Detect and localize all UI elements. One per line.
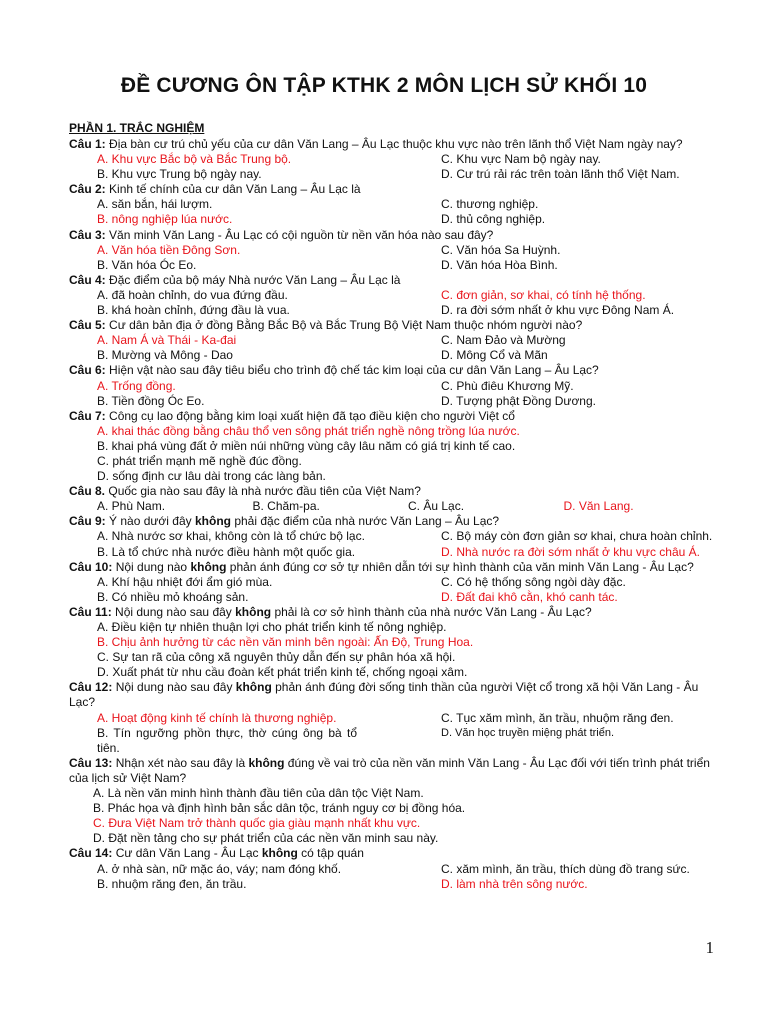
option-c: C. Bộ máy còn đơn giản sơ khai, chưa hoàn chỉnh.: [441, 529, 713, 544]
question-text: Địa bàn cư trú chủ yếu của cư dân Văn Lang – Âu Lạc thuộc khu vực nào trên lãnh thổ Việt Nam ngày nay?: [109, 137, 683, 151]
options: [97, 243, 719, 273]
option-d: D. Đặt nền tảng cho sự phát triển của các nền văn minh sau này.: [93, 831, 439, 846]
option-d: D. Văn hóa Hòa Bình.: [441, 257, 558, 272]
option-c: C. thương nghiệp.: [441, 197, 539, 212]
option-a: A. Khí hậu nhiệt đới ẩm gió mùa.: [97, 574, 273, 589]
options: [97, 711, 719, 756]
options: [97, 862, 719, 892]
option-c: C. Sự tan rã của công xã nguyên thủy dẫn đến sự phân hóa xã hội.: [97, 650, 456, 665]
question-text: Cư dân bản địa ở đồng Bằng Bắc Bộ và Bắc Trung Bộ Việt Nam thuộc nhóm người nào?: [109, 318, 583, 333]
options: [97, 288, 719, 318]
question-11: [69, 605, 719, 620]
question-text: Văn minh Văn Lang - Âu Lạc có cội nguồn từ nền văn hóa nào sau đây?: [109, 227, 494, 242]
question-text: Công cụ lao động bằng kim loại xuất hiện đã tạo điều kiện cho người Việt cổ: [109, 408, 515, 423]
question-number: Câu 10:: [69, 559, 113, 574]
option-b: B. nhuộm răng đen, ăn trầu.: [97, 876, 247, 891]
option-c: C. đơn giản, sơ khai, có tính hệ thống.: [441, 287, 646, 302]
question-number: Câu 12:: [69, 680, 113, 695]
question-4: [69, 273, 719, 288]
option-a: A. khai thác đồng bằng châu thổ ven sông phát triển nghề nông trồng lúa nước.: [97, 423, 520, 438]
question-text: Cư dân Văn Lang - Âu Lạc không có tập quán: [115, 846, 364, 861]
question-text: Nội dung nào sau đây không phải là cơ sở hình thành của nhà nước Văn Lang - Âu Lạc?: [115, 604, 592, 619]
question-10: [69, 560, 719, 575]
option-c: C. Văn hóa Sa Huỳnh.: [441, 242, 561, 257]
question-number: Câu 4:: [69, 272, 106, 287]
option-d: D. làm nhà trên sông nước.: [441, 876, 588, 891]
question-text: Hiện vật nào sau đây tiêu biểu cho trình độ chế tác kim loại của cư dân Văn Lang – Âu Lạc?: [109, 363, 599, 378]
question-number: Câu 8.: [69, 484, 106, 499]
option-a: A. Nam Á và Thái - Ka-đai: [97, 333, 237, 348]
option-b: B. Chịu ảnh hưởng từ các nền văn minh bên ngoài: Ấn Độ, Trung Hoa.: [97, 635, 474, 650]
question-9: [69, 514, 719, 529]
option-b: B. khá hoàn chỉnh, đứng đầu là vua.: [97, 303, 290, 318]
options: [97, 333, 719, 363]
question-number: Câu 13:: [69, 755, 113, 770]
question-list: [69, 137, 719, 892]
option-b: B. Có nhiều mỏ khoáng sản.: [97, 589, 249, 604]
options: [97, 152, 719, 182]
option-d: D. Xuất phát từ nhu cầu đoàn kết phát triển kinh tế, chống ngoại xâm.: [97, 665, 468, 680]
option-a: A. Khu vực Bắc bộ và Bắc Trung bộ.: [97, 152, 292, 167]
question-number: Câu 3:: [69, 227, 106, 242]
question-number: Câu 9:: [69, 514, 106, 529]
options: [93, 786, 719, 846]
question-12: [69, 680, 719, 710]
question-5: [69, 318, 719, 333]
option-a: A. Là nền văn minh hình thành đầu tiên của dân tộc Việt Nam.: [93, 786, 424, 801]
option-b: B. Mường và Mông - Dao: [97, 348, 233, 363]
question-number: Câu 1:: [69, 137, 106, 151]
question-1: [69, 137, 719, 152]
question-number: Câu 11:: [69, 604, 112, 619]
question-text: Đặc điểm của bộ máy Nhà nước Văn Lang – Âu Lạc là: [109, 272, 401, 287]
option-a: A. Trống đồng.: [97, 378, 176, 393]
option-a: A. Nhà nước sơ khai, không còn là tổ chức bộ lạc.: [97, 529, 365, 544]
options: [97, 529, 719, 559]
question-text: Nội dung nào không phản ánh đúng cơ sở tự nhiên dẫn tới sự hình thành của văn minh Văn Lang - Âu Lạc?: [115, 559, 694, 574]
options: [97, 499, 719, 514]
option-c: C. Khu vực Nam bộ ngày nay.: [441, 152, 601, 167]
question-2: [69, 182, 719, 197]
question-13: [69, 756, 719, 786]
option-c: C. Phù điêu Khương Mỹ.: [441, 378, 574, 393]
option-b: B. nông nghiệp lúa nước.: [97, 212, 233, 227]
page-number: 1: [705, 938, 714, 957]
question-6: [69, 363, 719, 378]
option-d: D. Văn Lang.: [563, 499, 634, 514]
option-c: C. Nam Đảo và Mường: [441, 333, 566, 348]
option-d: D. Đất đai khô cằn, khó canh tác.: [441, 589, 618, 604]
option-c: C. Đưa Việt Nam trở thành quốc gia giàu mạnh nhất khu vực.: [93, 816, 421, 831]
options: [97, 424, 719, 484]
option-c: C. Tục xăm mình, ăn trầu, nhuộm răng đen.: [441, 710, 674, 725]
option-a: A. Hoạt động kinh tế chính là thương nghiệp.: [97, 710, 337, 725]
question-number: Câu 5:: [69, 318, 106, 333]
option-b: B. Tín ngưỡng phồn thực, thờ cúng ông bà tổ tiên.: [97, 725, 357, 755]
option-a: A. ở nhà sàn, nữ mặc áo, váy; nam đóng khố.: [97, 861, 342, 876]
option-a: A. Văn hóa tiền Đông Sơn.: [97, 242, 241, 257]
question-number: Câu 6:: [69, 363, 106, 378]
option-d: D. Nhà nước ra đời sớm nhất ở khu vực châu Á.: [441, 544, 700, 559]
document-title: ĐỀ CƯƠNG ÔN TẬP KTHK 2 MÔN LỊCH SỬ KHỐI 10: [120, 74, 648, 97]
question-text: Nội dung nào sau đây không phản ánh đúng đời sống tinh thần của người Việt cổ trong xã hội Văn Lang - Âu Lạc?: [69, 680, 699, 710]
option-d: D. sống định cư lâu dài trong các làng bản.: [97, 469, 326, 484]
option-d: D. Mông Cổ và Mãn: [441, 348, 548, 363]
question-number: Câu 7:: [69, 408, 106, 423]
question-text: Kinh tế chính của cư dân Văn Lang – Âu Lạc là: [109, 182, 361, 197]
option-b: B. Chăm-pa.: [252, 499, 320, 514]
question-3: [69, 228, 719, 243]
option-a: A. đã hoàn chỉnh, do vua đứng đầu.: [97, 287, 288, 302]
question-8: [69, 484, 719, 499]
option-d: D. thủ công nghiệp.: [441, 212, 546, 227]
option-d: D. ra đời sớm nhất ở khu vực Đông Nam Á.: [441, 303, 675, 318]
options: [97, 197, 719, 227]
option-b: B. Văn hóa Óc Eo.: [97, 257, 197, 272]
option-a: A. Phù Nam.: [97, 499, 166, 514]
options: [97, 575, 719, 605]
question-text: Quốc gia nào sau đây là nhà nước đầu tiên của Việt Nam?: [108, 484, 421, 499]
option-d: D. Tượng phật Đồng Dương.: [441, 393, 596, 408]
option-c: C. xăm mình, ăn trầu, thích dùng đồ trang sức.: [441, 861, 690, 876]
options: [97, 379, 719, 409]
options: [97, 620, 719, 680]
option-b: B. Tiền đồng Óc Eo.: [97, 393, 205, 408]
option-b: B. khai phá vùng đất ở miền núi những vùng cây lâu năm có giá trị kinh tế cao.: [97, 438, 516, 453]
option-a: A. săn bắn, hái lượm.: [97, 197, 213, 212]
option-b: B. Là tổ chức nhà nước điều hành một quốc gia.: [97, 544, 356, 559]
section-heading: PHẦN 1. TRẮC NGHIỆM: [69, 121, 205, 135]
question-14: [69, 846, 719, 861]
option-a: A. Điều kiện tự nhiên thuận lợi cho phát triển kinh tế nông nghiệp.: [97, 620, 447, 634]
question-text: Ý nào dưới đây không phải đặc điểm của nhà nước Văn Lang – Âu Lạc?: [109, 514, 500, 529]
option-b: B. Phác họa và định hình bản sắc dân tộc, tránh nguy cơ bị đồng hóa.: [93, 801, 466, 816]
option-c: C. Có hệ thống sông ngòi dày đặc.: [441, 574, 626, 589]
option-c: C. phát triển mạnh mẽ nghề đúc đồng.: [97, 453, 302, 468]
option-b: B. Khu vực Trung bộ ngày nay.: [97, 167, 262, 182]
question-number: Câu 2:: [69, 182, 106, 197]
question-number: Câu 14:: [69, 846, 113, 861]
option-d: D. Cư trú rải rác trên toàn lãnh thổ Việt Nam.: [441, 167, 680, 182]
question-text: Nhận xét nào sau đây là không đúng về vai trò của nền văn minh Văn Lang - Âu Lạc đối với tiến trình phát triển của lịch sử Việt Nam?: [69, 755, 710, 785]
option-d: D. Văn học truyền miệng phát triển.: [441, 726, 615, 739]
option-c: C. Âu Lạc.: [408, 499, 465, 514]
question-7: [69, 409, 719, 424]
